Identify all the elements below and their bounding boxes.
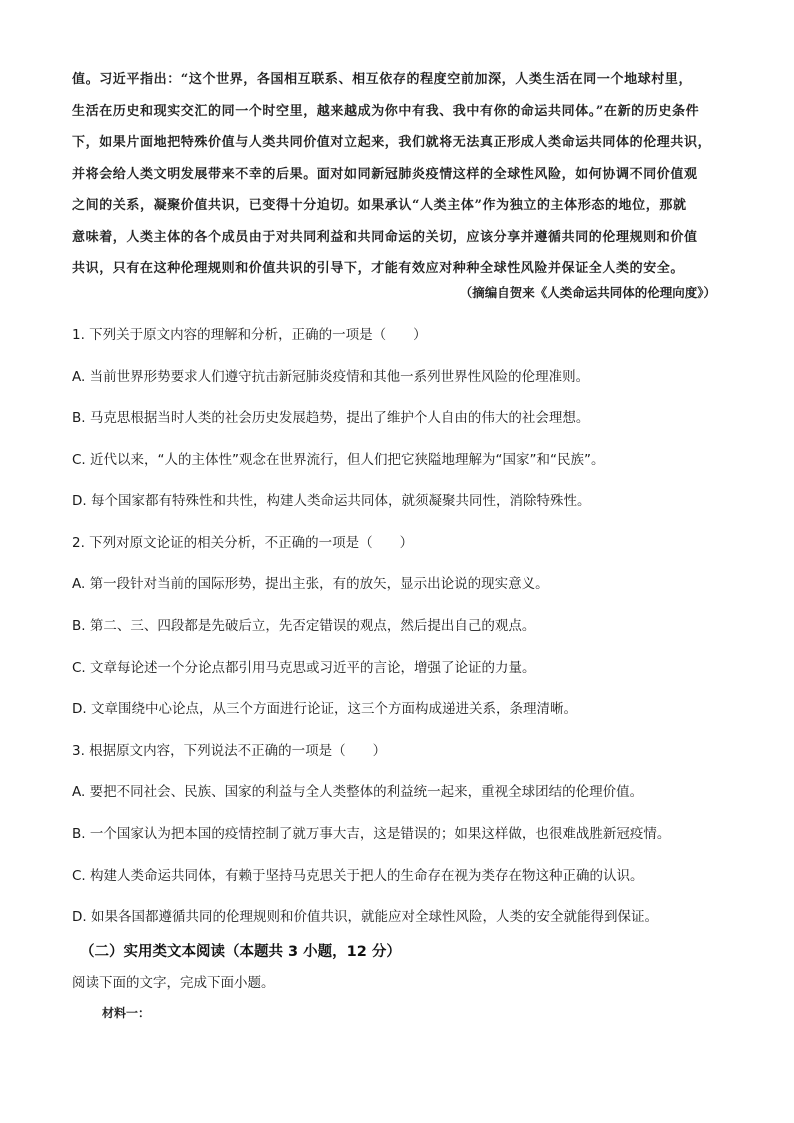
question-2-option-a: A. 第一段针对当前的国际形势，提出主张，有的放矢，显示出论说的现实意义。 [72,576,549,592]
passage-line: 共识，只有在这种伦理规则和价值共识的引导下，才能有效应对种种全球性风险并保证全人类的安全。 [72,261,685,276]
question-2-option-b: B. 第二、三、四段都是先破后立，先否定错误的观点，然后提出自己的观点。 [72,618,536,634]
question-2-option-d: D. 文章围绕中心论点，从三个方面进行论证，这三个方面构成递进关系，条理清晰。 [72,701,577,717]
question-1-option-b: B. 马克思根据当时人类的社会历史发展趋势，提出了维护个人自由的伟大的社会理想。 [72,410,590,426]
section-instruction: 阅读下面的文字，完成下面小题。 [72,975,275,991]
question-1-option-a: A. 当前世界形势要求人们遵守抗击新冠肺炎疫情和其他一系列世界性风险的伦理准则。 [72,369,590,385]
question-3-option-b: B. 一个国家认为把本国的疫情控制了就万事大吉，这是错误的；如果这样做，也很难战胜新冠疫情。 [72,826,671,842]
passage-line: 之间的关系，凝聚价值共识，已变得十分迫切。如果承认“人类主体”作为独立的主体形态的地位，那就 [72,198,687,213]
passage-line: 并将会给人类文明发展带来不幸的后果。面对如同新冠肺炎疫情这样的全球性风险，如何协调不同价值观 [72,166,698,182]
question-3-stem: 3. 根据原文内容，下列说法不正确的一项是（ ） [72,743,387,759]
section-heading: （二）实用类文本阅读（本题共 3 小题，12 分） [80,944,401,960]
material-label: 材料一： [102,1006,151,1020]
question-3-option-d: D. 如果各国都遵循共同的伦理规则和价值共识，就能应对全球性风险，人类的安全就能得到保证。 [72,909,658,925]
passage-source: （摘编自贺来《人类命运共同体的伦理向度》） [459,285,716,300]
question-1-stem: 1. 下列关于原文内容的理解和分析，正确的一项是（ ） [72,327,427,343]
question-1-option-d: D. 每个国家都有特殊性和共性，构建人类命运共同体，就须凝聚共同性，消除特殊性。 [72,493,591,509]
passage-line: 下，如果片面地把特殊价值与人类共同价值对立起来，我们就将无法真正形成人类命运共同体的伦理共识， [72,135,712,150]
question-3-option-c: C. 构建人类命运共同体，有赖于坚持马克思关于把人的生命存在视为类存在物这种正确的认识。 [72,868,644,884]
question-2-stem: 2. 下列对原文论证的相关分析，不正确的一项是（ ） [72,535,414,551]
passage-line: 意味着，人类主体的各个成员由于对共同利益和共同命运的关切，应该分享并遵循共同的伦理规则和价值 [72,229,698,245]
question-3-option-a: A. 要把不同社会、民族、国家的利益与全人类整体的利益统一起来，重视全球团结的伦理价值。 [72,784,644,800]
passage-line: 值。习近平指出：“这个世界，各国相互联系、相互依存的程度空前加深，人类生活在同一个地球村里， [72,72,693,87]
passage-line: 生活在历史和现实交汇的同一个时空里，越来越成为你中有我、我中有你的命运共同体。”在新的历史条件 [72,103,700,119]
question-2-option-c: C. 文章每论述一个分论点都引用马克思或习近平的言论，增强了论证的力量。 [72,660,536,676]
question-1-option-c: C. 近代以来，“人的主体性”观念在世界流行，但人们把它狭隘地理解为“国家”和“民族”。 [72,452,605,468]
passage-text [72,64,724,285]
